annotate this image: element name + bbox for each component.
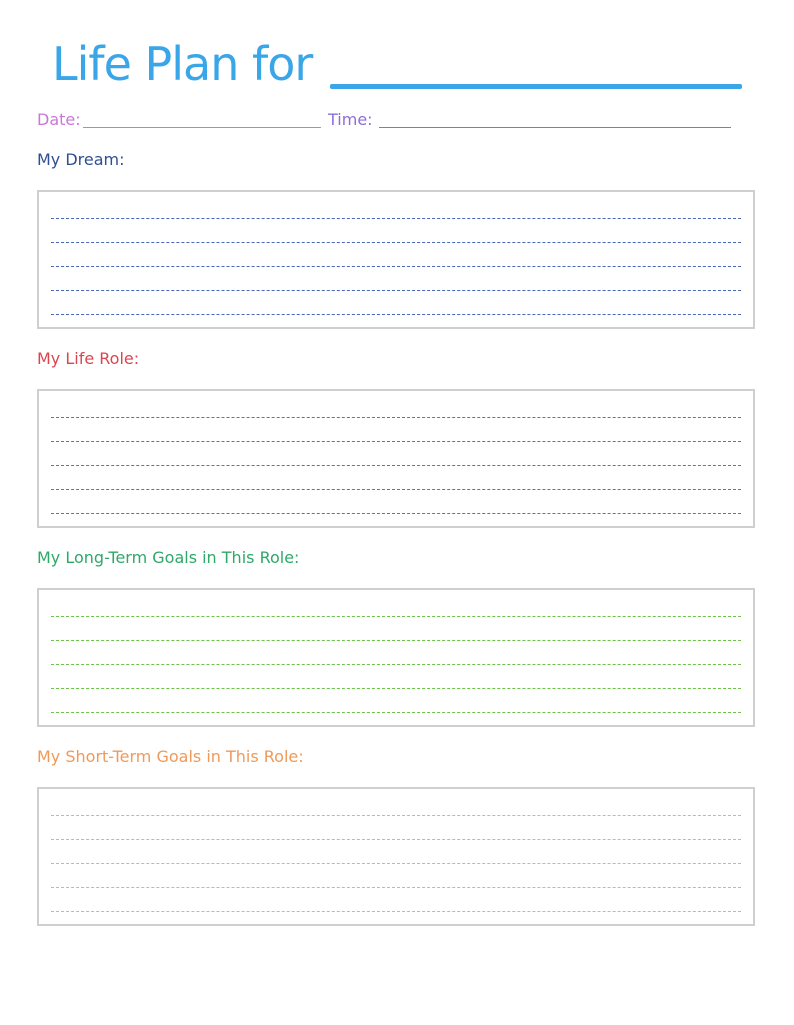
- writing-line[interactable]: [51, 465, 741, 466]
- long-term-goals-writing-box[interactable]: [37, 588, 755, 727]
- writing-line[interactable]: [51, 664, 741, 665]
- title-row: [52, 34, 744, 94]
- section-label-life-role: My Life Role:: [37, 349, 140, 368]
- writing-line[interactable]: [51, 839, 741, 840]
- writing-line[interactable]: [51, 441, 741, 442]
- writing-line[interactable]: [51, 489, 741, 490]
- writing-line[interactable]: [51, 863, 741, 864]
- date-time-row: [37, 108, 737, 132]
- writing-line[interactable]: [51, 290, 741, 291]
- section-label-short-term-goals: My Short-Term Goals in This Role:: [37, 747, 304, 766]
- writing-line[interactable]: [51, 242, 741, 243]
- writing-line[interactable]: [51, 417, 741, 418]
- writing-line[interactable]: [51, 815, 741, 816]
- writing-line[interactable]: [51, 887, 741, 888]
- writing-line[interactable]: [51, 513, 741, 514]
- life-role-writing-box[interactable]: [37, 389, 755, 528]
- writing-line[interactable]: [51, 266, 741, 267]
- time-blank-line[interactable]: [379, 127, 731, 128]
- date-label: Date:: [37, 110, 81, 129]
- writing-line[interactable]: [51, 911, 741, 912]
- page-title: Life Plan for: [52, 37, 313, 91]
- time-label: Time:: [328, 110, 373, 129]
- section-label-long-term-goals: My Long-Term Goals in This Role:: [37, 548, 300, 567]
- short-term-goals-writing-box[interactable]: [37, 787, 755, 926]
- section-label-dream: My Dream:: [37, 150, 125, 169]
- writing-line[interactable]: [51, 218, 741, 219]
- writing-line[interactable]: [51, 314, 741, 315]
- writing-line[interactable]: [51, 616, 741, 617]
- writing-line[interactable]: [51, 712, 741, 713]
- writing-line[interactable]: [51, 640, 741, 641]
- dream-writing-box[interactable]: [37, 190, 755, 329]
- date-blank-line[interactable]: [83, 127, 321, 128]
- name-blank-line[interactable]: [330, 84, 742, 89]
- writing-line[interactable]: [51, 688, 741, 689]
